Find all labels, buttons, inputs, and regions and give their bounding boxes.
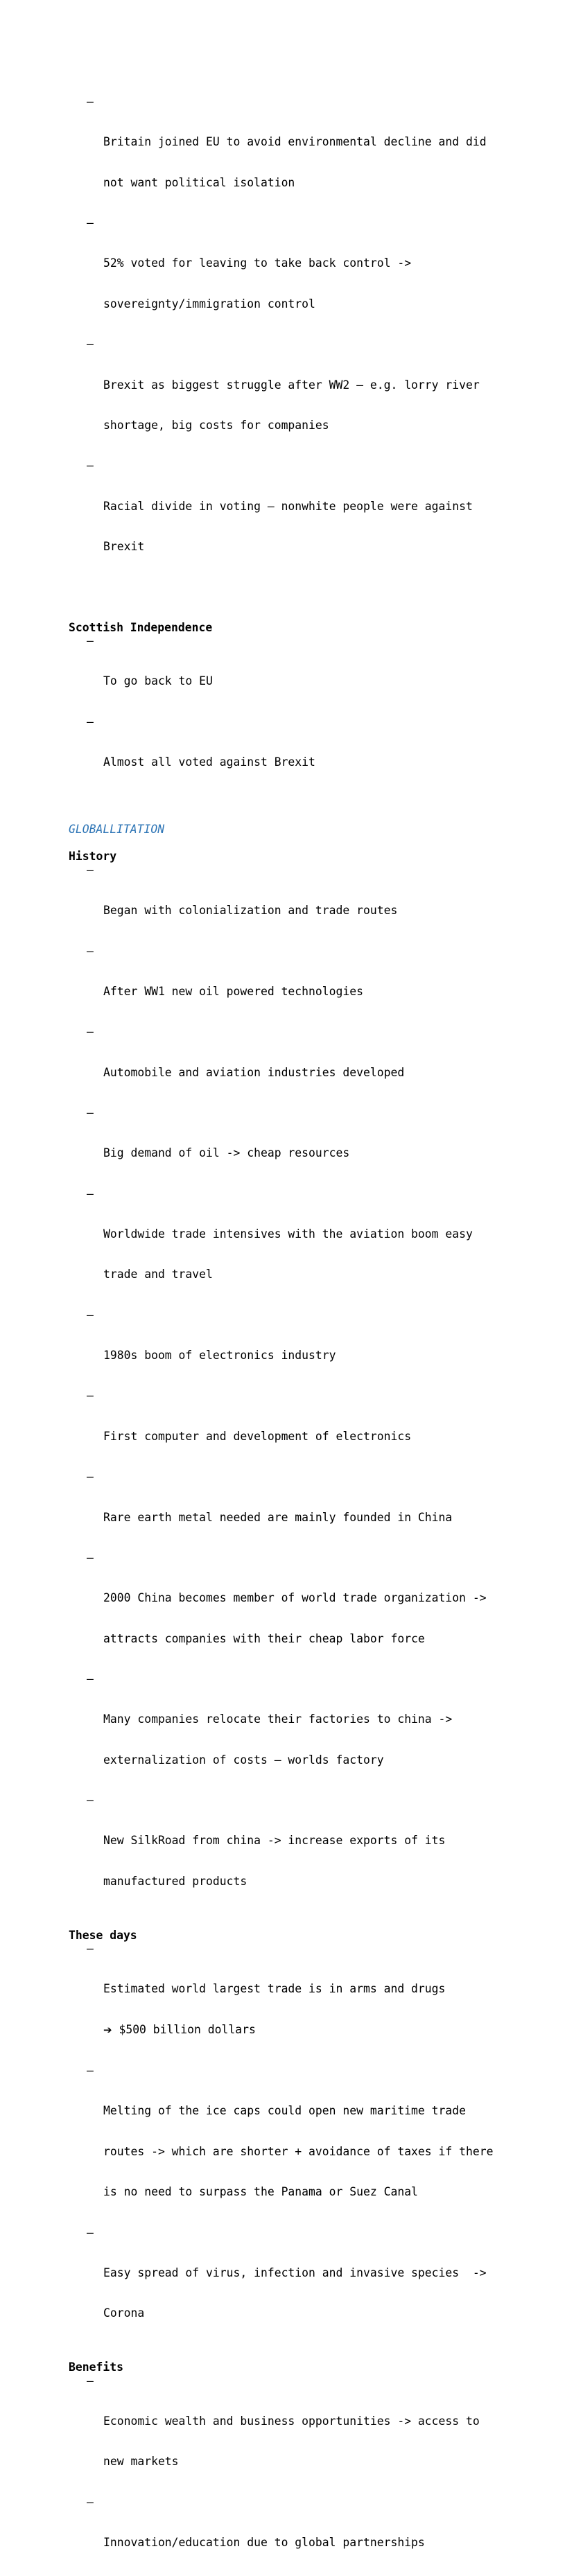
list-item-line: trade and travel bbox=[103, 1268, 540, 1281]
spacer bbox=[69, 1915, 540, 1928]
bullet-dash: – bbox=[87, 945, 94, 958]
list-item-line: Corona bbox=[103, 2306, 540, 2320]
bullet-dash: – bbox=[87, 2374, 94, 2387]
bullet-dash: – bbox=[87, 338, 94, 351]
section-title-globalization: GLOBALLITATION bbox=[69, 823, 540, 836]
bullet-dash: – bbox=[87, 1187, 94, 1200]
bullet-dash: – bbox=[87, 216, 94, 229]
bullet-dash: – bbox=[87, 1389, 94, 1402]
list-item bbox=[69, 338, 540, 459]
list-item-line: Innovation/education due to global partnerships bbox=[103, 2536, 540, 2549]
arrow-right-icon: ➔ bbox=[103, 2024, 112, 2036]
list-item-line: externalization of costs – worlds factory bbox=[103, 1753, 540, 1767]
list-item-line: Worldwide trade intensives with the aviation boom easy bbox=[103, 1227, 540, 1241]
list-item bbox=[69, 1942, 540, 2064]
list-item-line: Estimated world largest trade is in arms and drugs bbox=[103, 1982, 540, 1995]
list-item-line: 2000 China becomes member of world trade organization -> bbox=[103, 1591, 540, 1604]
spacer bbox=[69, 2347, 540, 2360]
bullet-dash: – bbox=[87, 459, 94, 472]
list-item-line: Brexit as biggest struggle after WW2 – e.g. lorry river bbox=[103, 378, 540, 392]
list-item bbox=[69, 1470, 540, 1551]
section-heading-these-days: These days bbox=[69, 1929, 540, 1942]
bullet-dash: – bbox=[87, 1942, 94, 1955]
history-list bbox=[69, 864, 540, 1915]
list-item-line: attracts companies with their cheap labor force bbox=[103, 1632, 540, 1645]
bullet-dash: – bbox=[87, 2496, 94, 2509]
list-item-line: Almost all voted against Brexit bbox=[103, 755, 540, 769]
list-item-line: 52% voted for leaving to take back control -> bbox=[103, 256, 540, 270]
bullet-dash: – bbox=[87, 1025, 94, 1038]
section-heading-history: History bbox=[69, 850, 540, 863]
bullet-dash: – bbox=[87, 1470, 94, 1483]
bullet-dash: – bbox=[87, 634, 94, 647]
list-item bbox=[69, 1551, 540, 1672]
list-item-line: Automobile and aviation industries developed bbox=[103, 1066, 540, 1079]
list-item-line: 1980s boom of electronics industry bbox=[103, 1349, 540, 1362]
list-item bbox=[69, 1025, 540, 1106]
list-item bbox=[69, 715, 540, 796]
spacer bbox=[69, 796, 540, 823]
list-item-line: Britain joined EU to avoid environmental decline and did bbox=[103, 135, 540, 148]
scottish-list bbox=[69, 634, 540, 796]
list-item-line: manufactured products bbox=[103, 1875, 540, 1888]
list-item bbox=[69, 1106, 540, 1187]
list-item-line: new markets bbox=[103, 2455, 540, 2468]
document-page bbox=[0, 0, 574, 812]
list-item-line: shortage, big costs for companies bbox=[103, 419, 540, 432]
list-item bbox=[69, 864, 540, 945]
list-item-line: Melting of the ice caps could open new maritime trade bbox=[103, 2104, 540, 2117]
bullet-dash: – bbox=[87, 1794, 94, 1807]
list-item-line bbox=[103, 2023, 540, 2037]
section-heading-benefits: Benefits bbox=[69, 2360, 540, 2374]
arrow-note-text: $500 billion dollars bbox=[119, 2023, 255, 2036]
list-item-line: Racial divide in voting – nonwhite people were against bbox=[103, 500, 540, 513]
bullet-dash: – bbox=[87, 1551, 94, 1564]
benefits-list bbox=[69, 2374, 540, 2576]
list-item bbox=[69, 1672, 540, 1794]
list-item-line: Rare earth metal needed are mainly founded in China bbox=[103, 1511, 540, 1524]
list-item bbox=[69, 95, 540, 216]
these-days-list bbox=[69, 1942, 540, 2347]
list-item-line: Brexit bbox=[103, 540, 540, 553]
brexit-list bbox=[69, 95, 540, 580]
list-item bbox=[69, 1308, 540, 1390]
list-item-line: Big demand of oil -> cheap resources bbox=[103, 1146, 540, 1159]
bullet-dash: – bbox=[87, 715, 94, 728]
bullet-dash: – bbox=[87, 1308, 94, 1322]
list-item bbox=[69, 216, 540, 338]
bullet-dash: – bbox=[87, 95, 94, 108]
list-item bbox=[69, 634, 540, 715]
spacer bbox=[69, 580, 540, 620]
bullet-dash: – bbox=[87, 2226, 94, 2239]
list-item bbox=[69, 2064, 540, 2225]
bullet-dash: – bbox=[87, 2064, 94, 2077]
list-item-line: sovereignty/immigration control bbox=[103, 297, 540, 310]
bullet-dash: – bbox=[87, 1106, 94, 1119]
list-item-line: routes -> which are shorter + avoidance of taxes if there bbox=[103, 2145, 540, 2158]
list-item bbox=[69, 459, 540, 580]
list-item-line: To go back to EU bbox=[103, 674, 540, 687]
spacer bbox=[69, 836, 540, 850]
list-item bbox=[69, 1389, 540, 1470]
list-item-line: After WW1 new oil powered technologies bbox=[103, 985, 540, 998]
list-item bbox=[69, 2496, 540, 2576]
list-item-line: Easy spread of virus, infection and invasive species -> bbox=[103, 2266, 540, 2279]
list-item-line: Many companies relocate their factories to china -> bbox=[103, 1712, 540, 1726]
list-item bbox=[69, 1794, 540, 1915]
list-item-line: First computer and development of electronics bbox=[103, 1430, 540, 1443]
document-content bbox=[69, 95, 540, 2576]
list-item-line: Began with colonialization and trade routes bbox=[103, 904, 540, 917]
list-item bbox=[69, 1187, 540, 1308]
list-item-line: is no need to surpass the Panama or Suez Canal bbox=[103, 2185, 540, 2198]
bullet-dash: – bbox=[87, 864, 94, 877]
list-item-line: Economic wealth and business opportunities -> access to bbox=[103, 2415, 540, 2428]
section-heading-scottish: Scottish Independence bbox=[69, 621, 540, 634]
list-item bbox=[69, 2374, 540, 2496]
list-item bbox=[69, 2226, 540, 2347]
list-item-line: not want political isolation bbox=[103, 176, 540, 189]
list-item bbox=[69, 945, 540, 1026]
list-item-line: New SilkRoad from china -> increase exports of its bbox=[103, 1834, 540, 1847]
bullet-dash: – bbox=[87, 1672, 94, 1685]
